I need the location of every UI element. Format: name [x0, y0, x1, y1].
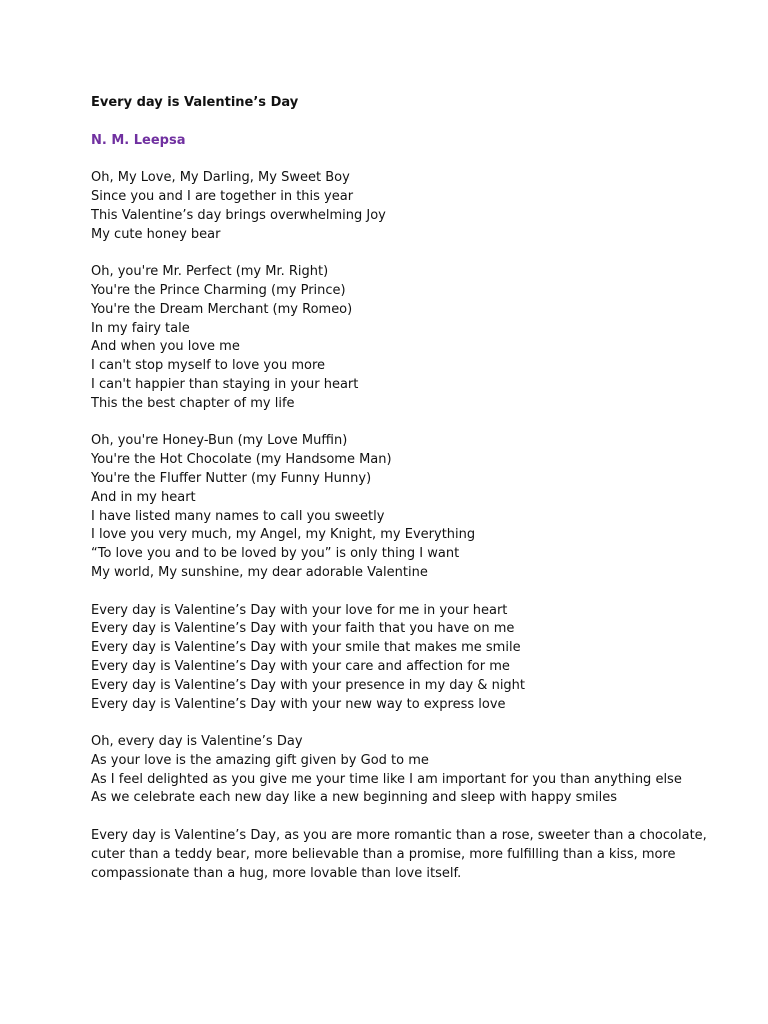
poem-line: I can't stop myself to love you more	[91, 358, 326, 374]
poem-line: And in my heart	[91, 489, 196, 505]
poem-line: You're the Fluffer Nutter (my Funny Hunny)	[91, 470, 372, 486]
poem-line: I have listed many names to call you sweetly	[91, 508, 385, 524]
stanza-5	[91, 733, 731, 808]
poem-line: In my fairy tale	[91, 320, 190, 336]
poem-line: And when you love me	[91, 339, 240, 355]
poem-line: As we celebrate each new day like a new beginning and sleep with happy smiles	[91, 790, 618, 806]
poem-line: Oh, every day is Valentine’s Day	[91, 734, 303, 750]
poem-line: You're the Hot Chocolate (my Handsome Man)	[91, 452, 392, 468]
poem-line: My world, My sunshine, my dear adorable Valentine	[91, 564, 428, 580]
poem-line: Every day is Valentine’s Day with your care and affection for me	[91, 658, 510, 674]
poem-line: Every day is Valentine’s Day with your presence in my day & night	[91, 677, 526, 693]
poem-line: This the best chapter of my life	[91, 395, 295, 411]
poem-line: You're the Prince Charming (my Prince)	[91, 282, 346, 298]
poem-line: I can't happier than staying in your heart	[91, 376, 359, 392]
poem-line: Every day is Valentine’s Day with your new way to express love	[91, 696, 506, 712]
poem-line: My cute honey bear	[91, 226, 221, 242]
stanza-3	[91, 432, 731, 582]
poem-line: “To love you and to be loved by you” is only thing I want	[91, 546, 460, 562]
poem-author: N. M. Leepsa	[91, 132, 186, 148]
stanza-4	[91, 602, 731, 715]
poem-line: Every day is Valentine’s Day with your love for me in your heart	[91, 602, 508, 618]
poem-body	[91, 94, 731, 883]
closing-paragraph: Every day is Valentine’s Day, as you are more romantic than a rose, sweeter than a chocolate, cuter than a teddy bear, more believable than a promise, more fulfilling than a kiss, more compassionate than a hug, more lovable than love itself.	[91, 828, 707, 881]
poem-line: You're the Dream Merchant (my Romeo)	[91, 301, 353, 317]
poem-line: As I feel delighted as you give me your time like I am important for you than anything else	[91, 771, 682, 787]
poem-line: Oh, you're Honey-Bun (my Love Muffin)	[91, 433, 348, 449]
poem-title: Every day is Valentine’s Day	[91, 95, 299, 110]
stanza-2	[91, 263, 731, 413]
poem-line: This Valentine’s day brings overwhelming Joy	[91, 207, 386, 223]
poem-line: Every day is Valentine’s Day with your faith that you have on me	[91, 621, 515, 637]
poem-line: I love you very much, my Angel, my Knight, my Everything	[91, 527, 476, 543]
poem-line: As your love is the amazing gift given by God to me	[91, 752, 429, 768]
stanza-1	[91, 169, 731, 244]
poem-line: Oh, you're Mr. Perfect (my Mr. Right)	[91, 264, 329, 280]
poem-line: Every day is Valentine’s Day with your smile that makes me smile	[91, 640, 521, 656]
poem-line: Since you and I are together in this year	[91, 188, 354, 204]
poem-line: Oh, My Love, My Darling, My Sweet Boy	[91, 170, 350, 186]
